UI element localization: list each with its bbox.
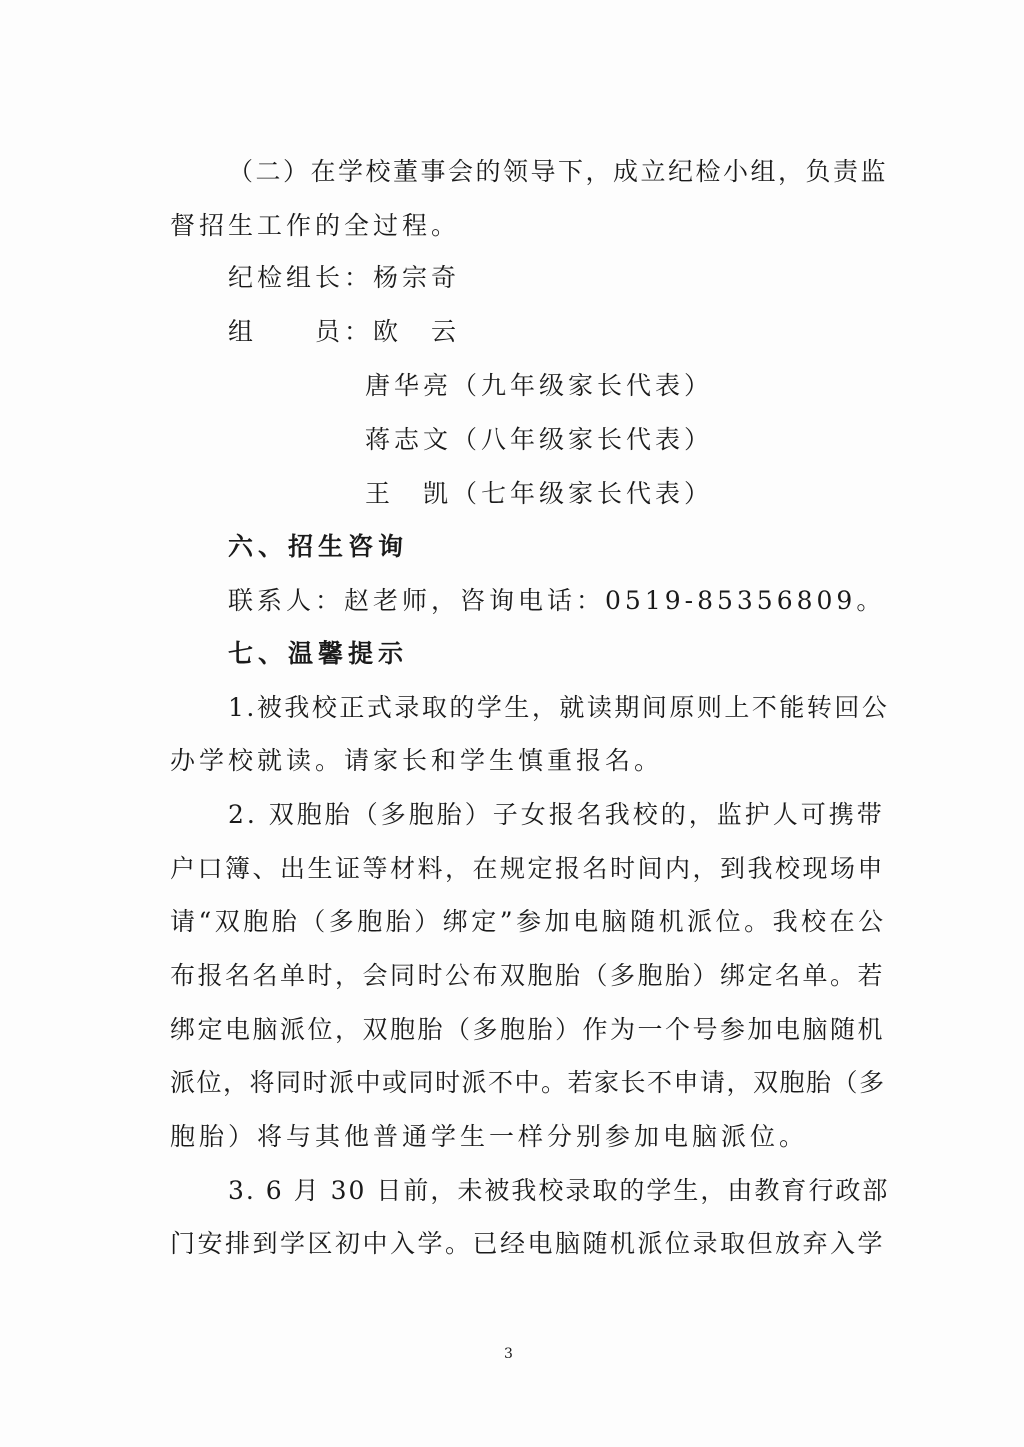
supervision-member-3: 蒋志文（八年级家长代表） bbox=[365, 425, 714, 454]
tips-heading: 七、温馨提示 bbox=[228, 639, 409, 668]
supervision-members-label: 组 员：欧 云 bbox=[228, 317, 461, 346]
tip-2-line-5: 绑定电脑派位，双胞胎（多胞胎）作为一个号参加电脑随机 bbox=[170, 1015, 886, 1044]
consult-contact: 联系人：赵老师，咨询电话：0519-85356809。 bbox=[228, 586, 886, 615]
tip-1-line-2: 办学校就读。请家长和学生慎重报名。 bbox=[170, 746, 664, 775]
tip-3-line-2: 门安排到学区初中入学。已经电脑随机派位录取但放弃入学 bbox=[170, 1229, 886, 1258]
tip-3-line-1: 3. 6 月 30 日前，未被我校录取的学生，由教育行政部 bbox=[228, 1176, 890, 1205]
supervision-leader: 纪检组长：杨宗奇 bbox=[228, 263, 461, 292]
tip-2-line-6: 派位，将同时派中或同时派不中。若家长不申请，双胞胎（多 bbox=[170, 1068, 886, 1097]
page-number: 3 bbox=[504, 1346, 513, 1362]
tip-2-line-7: 胞胎）将与其他普通学生一样分别参加电脑派位。 bbox=[170, 1122, 809, 1151]
consult-heading: 六、招生咨询 bbox=[228, 532, 409, 561]
supervision-line-2: 督招生工作的全过程。 bbox=[170, 211, 461, 240]
tip-2-line-1: 2. 双胞胎（多胞胎）子女报名我校的，监护人可携带 bbox=[228, 800, 885, 829]
supervision-line-1: （二）在学校董事会的领导下，成立纪检小组，负责监 bbox=[228, 157, 889, 186]
tip-2-line-4: 布报名名单时，会同时公布双胞胎（多胞胎）绑定名单。若 bbox=[170, 961, 886, 990]
supervision-member-4: 王 凯（七年级家长代表） bbox=[365, 479, 714, 508]
tip-1-line-1: 1.被我校正式录取的学生，就读期间原则上不能转回公 bbox=[228, 693, 890, 722]
tip-2-line-3: 请“双胞胎（多胞胎）绑定”参加电脑随机派位。我校在公 bbox=[170, 907, 887, 936]
supervision-member-2: 唐华亮（九年级家长代表） bbox=[365, 371, 714, 400]
tip-2-line-2: 户口簿、出生证等材料，在规定报名时间内，到我校现场申 bbox=[170, 854, 886, 883]
